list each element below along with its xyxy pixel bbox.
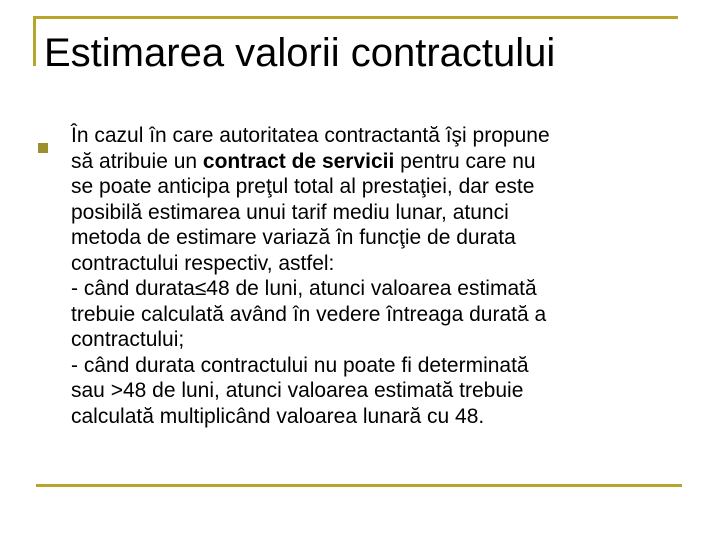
body-line: - când durata contractului nu poate fi determinată xyxy=(71,353,529,377)
body-line: - când durata≤48 de luni, atunci valoarea estimată xyxy=(71,277,537,300)
body-line: contractului; xyxy=(71,328,185,351)
top-border-line xyxy=(33,16,678,19)
slide-title: Estimarea valorii contractului xyxy=(44,31,556,75)
body-line: contractului respectiv, astfel: xyxy=(71,251,335,275)
body-line: În cazul în care autoritatea contractantă îşi propune xyxy=(71,124,550,147)
square-bullet-icon xyxy=(38,143,48,153)
body-line: trebuie calculată având în vedere întreaga durată a xyxy=(71,302,547,326)
body-text-fragment: pentru care nu xyxy=(394,149,536,173)
bottom-border-line xyxy=(36,484,682,487)
body-line: calculată multiplicând valoarea lunară cu 48. xyxy=(71,404,485,428)
body-line: metoda de estimare variază în funcţie de durata xyxy=(71,226,516,249)
body-text-fragment: să atribuie un xyxy=(71,149,203,173)
body-line: sau >48 de luni, atunci valoarea estimată trebuie xyxy=(71,379,524,402)
left-border-line xyxy=(33,16,36,66)
slide-body-text xyxy=(71,123,671,429)
body-line: posibilă estimarea unui tarif mediu lunar, atunci xyxy=(71,200,509,224)
body-line: se poate anticipa preţul total al prestaţiei, dar este xyxy=(71,175,535,198)
body-line xyxy=(71,149,671,175)
bold-term: contract de servicii xyxy=(202,149,395,173)
